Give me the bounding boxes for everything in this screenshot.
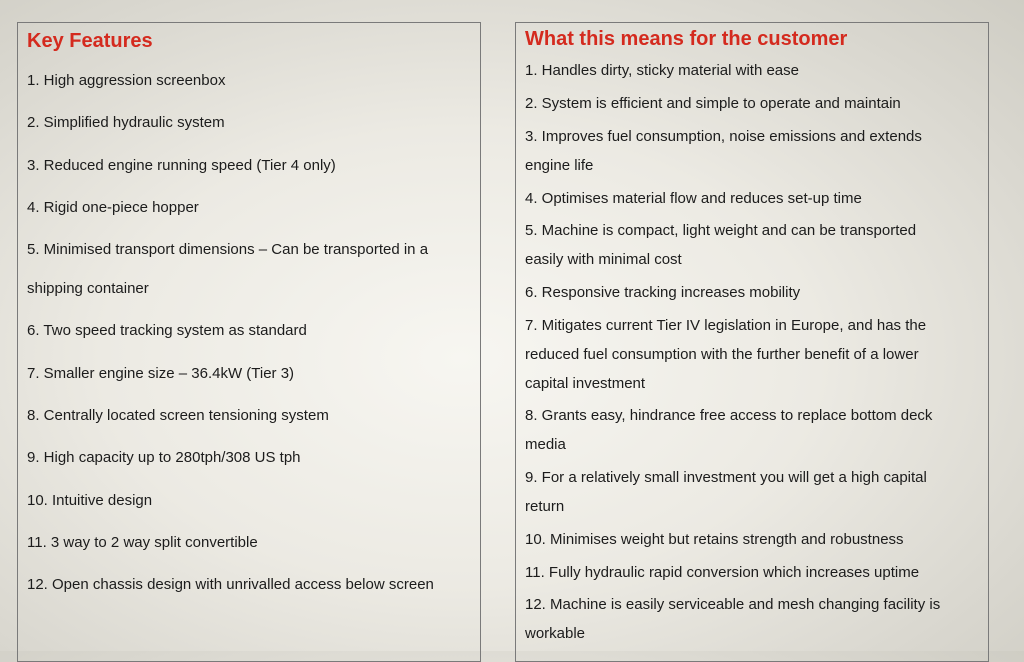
key-feature-item-4: 4. Rigid one-piece hopper <box>27 199 199 216</box>
key-features-panel <box>17 22 481 662</box>
key-feature-item-9: 9. High capacity up to 280tph/308 US tph <box>27 449 301 466</box>
key-feature-item-1: 1. High aggression screenbox <box>27 72 226 89</box>
benefit-item-6: 6. Responsive tracking increases mobility <box>525 284 801 301</box>
key-feature-item-5: 5. Minimised transport dimensions – Can be transported in a <box>27 241 429 258</box>
benefit-item-7: 7. Mitigates current Tier IV legislation in Europe, and has the <box>525 317 927 334</box>
key-feature-item-11: 11. 3 way to 2 way split convertible <box>27 534 258 551</box>
key-feature-item-6: 6. Two speed tracking system as standard <box>27 322 307 339</box>
key-features-title: Key Features <box>27 30 153 52</box>
key-feature-item-3: 3. Reduced engine running speed (Tier 4 only) <box>27 157 336 174</box>
benefit-item-7-cont-1: reduced fuel consumption with the further benefit of a lower <box>525 346 919 363</box>
key-feature-item-10: 10. Intuitive design <box>27 492 153 509</box>
key-feature-item-8: 8. Centrally located screen tensioning system <box>27 407 329 424</box>
customer-benefits-panel <box>515 22 989 662</box>
benefit-item-8: 8. Grants easy, hindrance free access to replace bottom deck <box>525 407 933 424</box>
key-feature-item-2: 2. Simplified hydraulic system <box>27 114 225 131</box>
key-feature-item-12: 12. Open chassis design with unrivalled access below screen <box>27 576 434 593</box>
key-feature-item-5-cont: shipping container <box>27 280 149 297</box>
benefit-item-1: 1. Handles dirty, sticky material with ease <box>525 62 799 79</box>
benefit-item-10: 10. Minimises weight but retains strength and robustness <box>525 531 904 548</box>
benefit-item-4: 4. Optimises material flow and reduces set-up time <box>525 190 862 207</box>
benefit-item-7-cont-2: capital investment <box>525 375 646 392</box>
benefit-item-3: 3. Improves fuel consumption, noise emissions and extends <box>525 128 922 145</box>
benefit-item-9-cont: return <box>525 498 565 515</box>
benefit-item-12: 12. Machine is easily serviceable and mesh changing facility is <box>525 596 941 613</box>
benefit-item-5-cont: easily with minimal cost <box>525 251 682 268</box>
benefit-item-2: 2. System is efficient and simple to operate and maintain <box>525 95 901 112</box>
benefit-item-3-cont: engine life <box>525 157 594 174</box>
key-feature-item-7: 7. Smaller engine size – 36.4kW (Tier 3) <box>27 365 295 382</box>
benefit-item-11: 11. Fully hydraulic rapid conversion which increases uptime <box>525 564 920 581</box>
benefit-item-5: 5. Machine is compact, light weight and can be transported <box>525 222 917 239</box>
benefit-item-9: 9. For a relatively small investment you will get a high capital <box>525 469 927 486</box>
customer-benefits-title: What this means for the customer <box>525 28 848 50</box>
benefit-item-12-cont: workable <box>525 625 586 642</box>
benefit-item-8-cont: media <box>525 436 566 453</box>
